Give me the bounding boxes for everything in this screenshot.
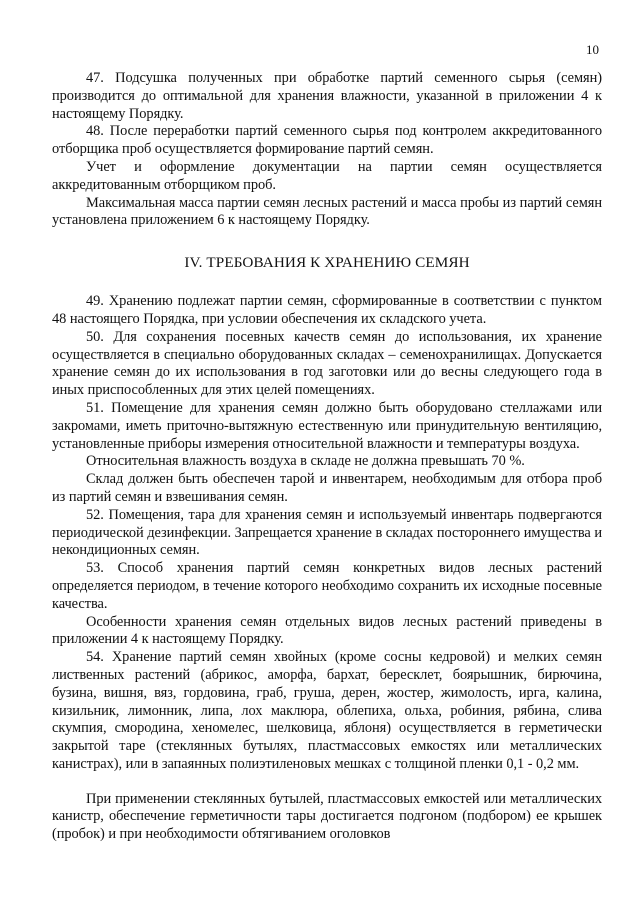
paragraph-53: 53. Способ хранения партий семян конкретных видов лесных растений определяется периодом, в течение которого необходимо сохранить их исходные посевные качества. — [52, 560, 602, 612]
paragraph-50: 50. Для сохранения посевных качеств семян до использования, их хранение осуществляется в специально оборудованных складах – семенохранилищах. Допускается хранение семян до их использования в год заготовки или до весны следующего года в иных приспособленных для этих целей помещениях. — [52, 328, 602, 399]
paragraph-gap — [52, 774, 602, 791]
paragraph-47: 47. Подсушка полученных при обработке партий семенного сырья (семян) производится до оптимальной для хранения влажности, указанной в приложении 4 к настоящему Порядку. — [52, 70, 602, 122]
paragraph-48: 48. После переработки партий семенного сырья под контролем аккредитованного отборщика проб осуществляется формирование партий семян. — [52, 123, 602, 158]
paragraph-warehouse: Склад должен быть обеспечен тарой и инвентарем, необходимым для отбора проб из партий семян и взвешивания семян. — [52, 471, 602, 505]
document-body — [52, 70, 602, 844]
paragraph-containers: При применении стеклянных бутылей, пластмассовых емкостей или металлических канистр, обеспечение герметичности тары достигается подгоном (подбором) ее крышек (пробок) и при необходимости обтягиванием оголовков — [52, 790, 602, 843]
paragraph-humidity: Относительная влажность воздуха в складе не должна превышать 70 %. — [86, 453, 525, 470]
section-heading: IV. ТРЕБОВАНИЯ К ХРАНЕНИЮ СЕМЯН — [184, 254, 470, 272]
paragraph-54: 54. Хранение партий семян хвойных (кроме сосны кедровой) и мелких семян лиственных растений (абрикос, аморфа, бархат, бересклет, боярышник, бирючина, бузина, вишня, вяз, гордовина, граб, груша, дерен, жостер, жимолость, ирга, калина, кизильник, лимонник, липа, лох маклюра, облепиха, ольха, робиния, рябина, слива скумпия, смородина, хеномелес, шелковица, яблоня) осуществляется в герметически закрытой таре (стеклянных бутылях, пластмассовых емкостях или металлических канистрах), или в запаянных полиэтиленовых мешках с толщиной пленки 0,1 - 0,2 мм. — [52, 649, 602, 772]
paragraph-accounting: Учет и оформление документации на партии семян осуществляется аккредитованным отборщиком проб. — [52, 158, 602, 193]
paragraph-features: Особенности хранения семян отдельных видов лесных растений приведены в приложении 4 к настоящему Порядку. — [52, 613, 602, 648]
page-number: 10 — [586, 42, 599, 57]
paragraph-max-mass: Максимальная масса партии семян лесных растений и масса пробы из партий семян установлена приложением 6 к настоящему Порядку. — [52, 194, 602, 229]
paragraph-52: 52. Помещения, тара для хранения семян и используемый инвентарь подвергаются периодической дезинфекции. Запрещается хранение в складах постороннего имущества и некондиционных семян. — [52, 506, 602, 559]
paragraph-51: 51. Помещение для хранения семян должно быть оборудовано стеллажами или закромами, иметь приточно-вытяжную естественную или принудительную вентиляцию, установленные приборы измерения относительной влажности и температуры воздуха. — [52, 399, 602, 452]
paragraph-49: 49. Хранению подлежат партии семян, сформированные в соответствии с пунктом 48 настоящего Порядка, при условии обеспечения их складского учета. — [52, 293, 602, 327]
